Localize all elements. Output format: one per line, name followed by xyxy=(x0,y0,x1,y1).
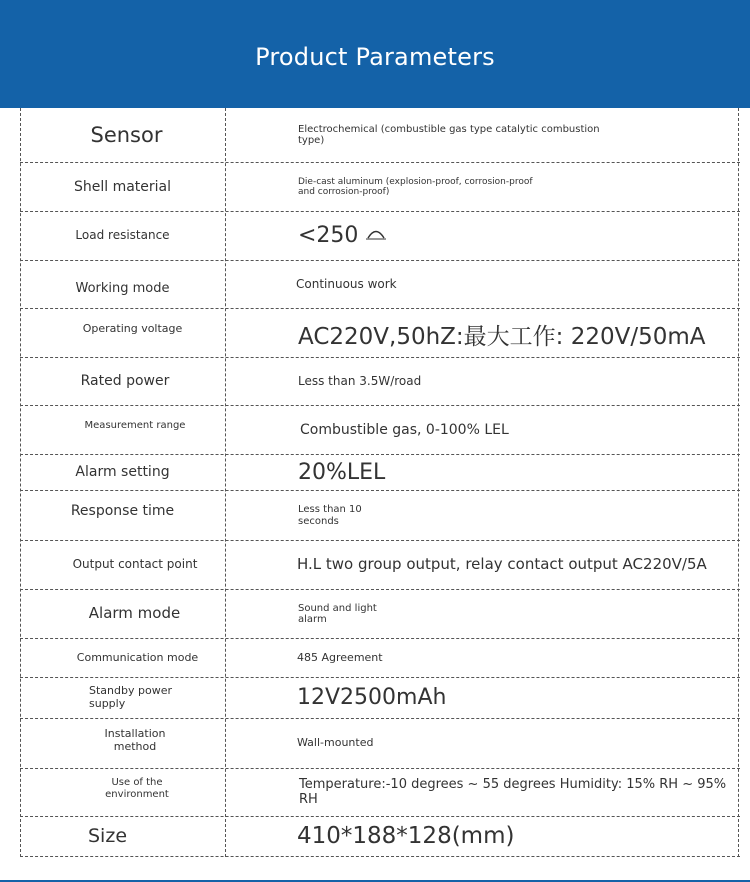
row-label: Shell material xyxy=(73,178,172,195)
table-row xyxy=(20,163,740,212)
parameters-table xyxy=(20,108,740,857)
row-value: H.L two group output, relay contact output AC220V/5A xyxy=(297,555,707,574)
table-row xyxy=(20,212,740,261)
page-title: Product Parameters xyxy=(255,43,495,71)
table-row xyxy=(20,309,740,358)
load-resistance-value: <250 xyxy=(298,223,359,249)
table-row xyxy=(20,406,740,455)
table-row xyxy=(20,817,740,857)
row-label: Alarm setting xyxy=(75,464,170,481)
row-value: Temperature:-10 degrees ~ 55 degrees Humidity: 15% RH ~ 95% RH xyxy=(299,776,727,807)
row-value: Continuous work xyxy=(296,276,397,291)
ohm-icon xyxy=(366,228,386,240)
row-value: Die-cast aluminum (explosion-proof, corrosion-proof and corrosion-proof) xyxy=(298,176,533,197)
row-value: Combustible gas, 0-100% LEL xyxy=(300,421,509,438)
row-value: 410*188*128(mm) xyxy=(297,823,515,850)
row-label: Installation method xyxy=(104,726,166,753)
table-row xyxy=(20,769,740,817)
row-value: 485 Agreement xyxy=(297,650,383,664)
row-value: Less than 10 seconds xyxy=(298,504,362,527)
row-value: AC220V,50hZ:最大工作: 220V/50mA xyxy=(298,323,706,350)
row-value: Wall-mounted xyxy=(297,736,374,750)
header-banner xyxy=(0,0,750,108)
row-label: Working mode xyxy=(75,281,170,297)
row-value: Electrochemical (combustible gas type catalytic combustion type) xyxy=(298,123,600,146)
table-row xyxy=(20,541,740,590)
row-value: 20%LEL xyxy=(298,459,386,485)
row-value: 12V2500mAh xyxy=(297,685,447,711)
table-row xyxy=(20,639,740,678)
row-label: Load resistance xyxy=(75,228,170,243)
row-label: Operating voltage xyxy=(82,321,183,335)
row-label: Standby power supply xyxy=(89,684,172,710)
table-row xyxy=(20,108,740,163)
row-label: Communication mode xyxy=(76,650,199,664)
row-label: Measurement range xyxy=(84,420,186,432)
row-label: Sensor xyxy=(90,122,163,147)
row-label: Size xyxy=(88,824,128,847)
row-value: Sound and light alarm xyxy=(298,602,377,625)
row-label: Use of the environment xyxy=(105,777,169,800)
row-label: Alarm mode xyxy=(88,604,181,623)
row-label: Response time xyxy=(70,503,175,520)
row-value xyxy=(298,212,736,260)
row-label: Output contact point xyxy=(72,557,198,572)
row-label: Rated power xyxy=(80,373,170,390)
row-value: Less than 3.5W/road xyxy=(298,373,422,388)
table-row xyxy=(20,590,740,639)
table-row xyxy=(20,491,740,541)
